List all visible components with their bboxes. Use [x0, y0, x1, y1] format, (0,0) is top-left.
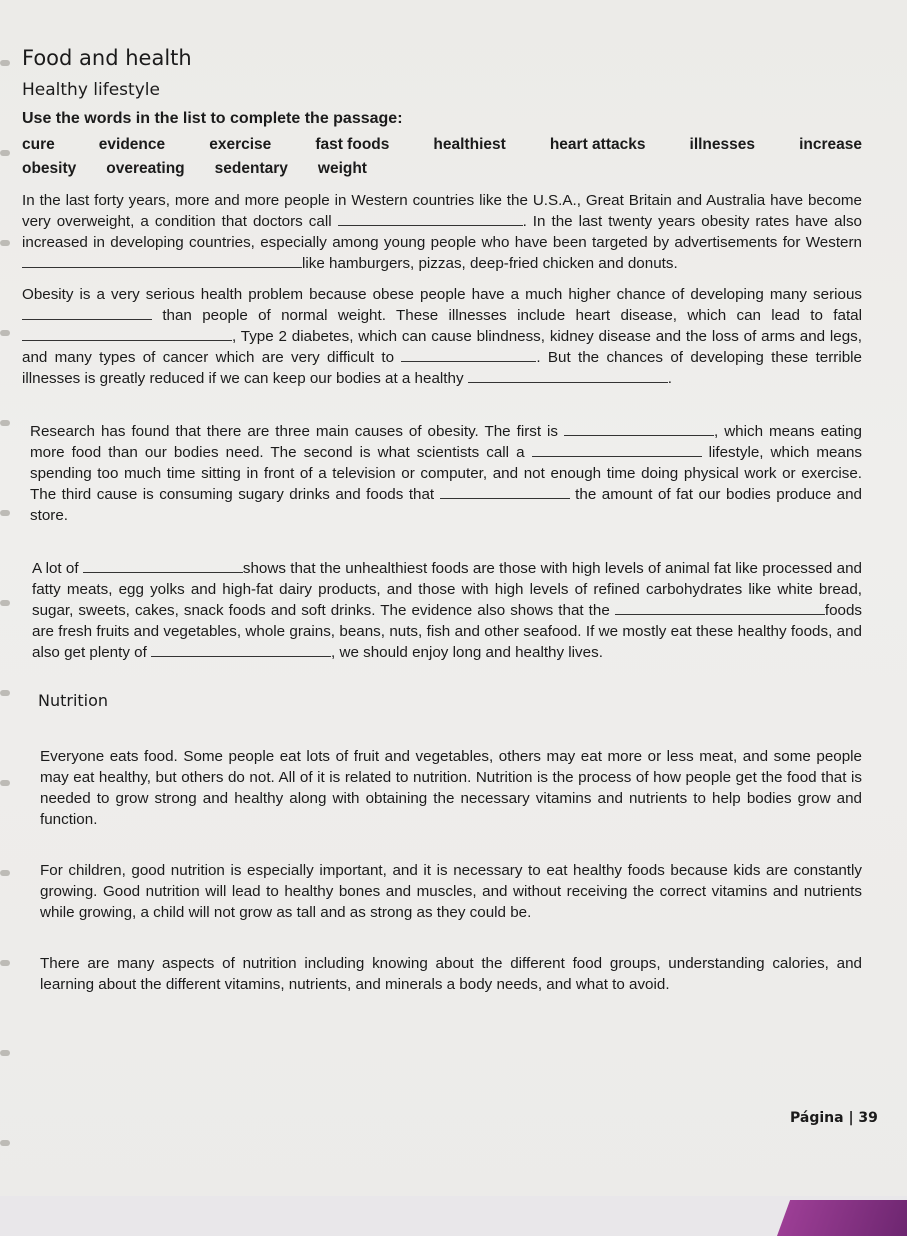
answer-blank[interactable]	[401, 347, 536, 362]
answer-blank[interactable]	[22, 305, 152, 320]
background-surface	[0, 1196, 907, 1236]
nutrition-heading: Nutrition	[38, 691, 109, 710]
word-list-row-2	[22, 160, 862, 178]
answer-blank[interactable]	[532, 442, 702, 457]
answer-blank[interactable]	[468, 368, 668, 383]
word-item: illnesses	[689, 136, 756, 153]
passage-paragraph-4: A lot of shows that the unhealthiest foods are those with high levels of animal fat like processed and fatty meats, egg yolks and high-fat dairy products, and those with high levels of refined carbohydrates like white bread, sugar, sweets, cakes, snack foods and soft drinks. The evidence also shows that the foods are fresh fruits and vegetables, whole grains, beans, nuts, fish and other seafood. If we mostly eat these healthy foods, and also get plenty of , we should enjoy long and healthy lives.	[32, 560, 862, 661]
word-item: obesity	[22, 160, 77, 177]
word-item: sedentary	[214, 160, 288, 177]
worksheet-content	[22, 44, 862, 1025]
answer-blank[interactable]	[338, 211, 523, 226]
nutrition-paragraph-2: For children, good nutrition is especially important, and it is necessary to eat healthy foods because kids are constantly growing. Good nutrition will lead to healthy bones and muscles, and without receiving the correct vitamins and nutrients while growing, a child will not grow as tall and as strong as they could be.	[40, 862, 862, 921]
section-subtitle: Healthy lifestyle	[22, 80, 160, 100]
page-title: Food and health	[22, 46, 192, 70]
word-item: exercise	[209, 136, 272, 153]
word-item: fast foods	[315, 136, 390, 153]
page-number: Página | 39	[790, 1110, 878, 1126]
passage-paragraph-3: Research has found that there are three main causes of obesity. The first is , which means eating more food than our bodies need. The second is what scientists call a lifestyle, which means spending too much time sitting in front of a television or computer, and not enough time doing physical work or exercise. The third cause is consuming sugary drinks and foods that the amount of fat our bodies produce and store.	[30, 423, 862, 524]
answer-blank[interactable]	[83, 558, 243, 573]
nutrition-paragraph-3: There are many aspects of nutrition including knowing about the different food groups, understanding calories, and learning about the different vitamins, nutrients, and minerals a body needs, and what to avoid.	[40, 955, 862, 993]
nutrition-paragraph-1: Everyone eats food. Some people eat lots of fruit and vegetables, others may eat more or less meat, and some people may eat healthy, but others do not. All of it is related to nutrition. Nutrition is the process of how people get the food that is needed to grow strong and healthy along with obtaining the necessary vitamins and nutrients to help bodies grow and function.	[40, 748, 862, 828]
word-item: heart attacks	[549, 136, 646, 153]
answer-blank[interactable]	[440, 484, 570, 499]
answer-blank[interactable]	[564, 421, 714, 436]
word-item: cure	[22, 136, 55, 153]
answer-blank[interactable]	[151, 642, 331, 657]
word-item: evidence	[98, 136, 166, 153]
word-item: weight	[317, 160, 367, 177]
word-list-row-1	[22, 136, 862, 154]
binding-holes	[0, 40, 14, 1200]
instruction: Use the words in the list to complete the passage:	[22, 110, 403, 127]
background-object	[777, 1200, 907, 1236]
word-item: overeating	[106, 160, 185, 177]
passage-paragraph-1: In the last forty years, more and more people in Western countries like the U.S.A., Great Britain and Australia have become very overweight, a condition that doctors call . In the last twenty years obesity rates have also increased in developing countries, especially among young people who have been targeted by advertisements for Western like hamburgers, pizzas, deep-fried chicken and donuts.	[22, 192, 862, 272]
answer-blank[interactable]	[22, 326, 232, 341]
passage-paragraph-2: Obesity is a very serious health problem because obese people have a much higher chance of developing many serious than people of normal weight. These illnesses include heart disease, which can lead to fatal , Type 2 diabetes, which can cause blindness, kidney disease and the loss of arms and legs, and many types of cancer which are very difficult to . But the chances of developing these terrible illnesses is greatly reduced if we can keep our bodies at a healthy .	[22, 286, 862, 387]
answer-blank[interactable]	[615, 600, 825, 615]
answer-blank[interactable]	[22, 253, 302, 268]
word-item: increase	[799, 136, 862, 153]
word-item: healthiest	[433, 136, 506, 153]
